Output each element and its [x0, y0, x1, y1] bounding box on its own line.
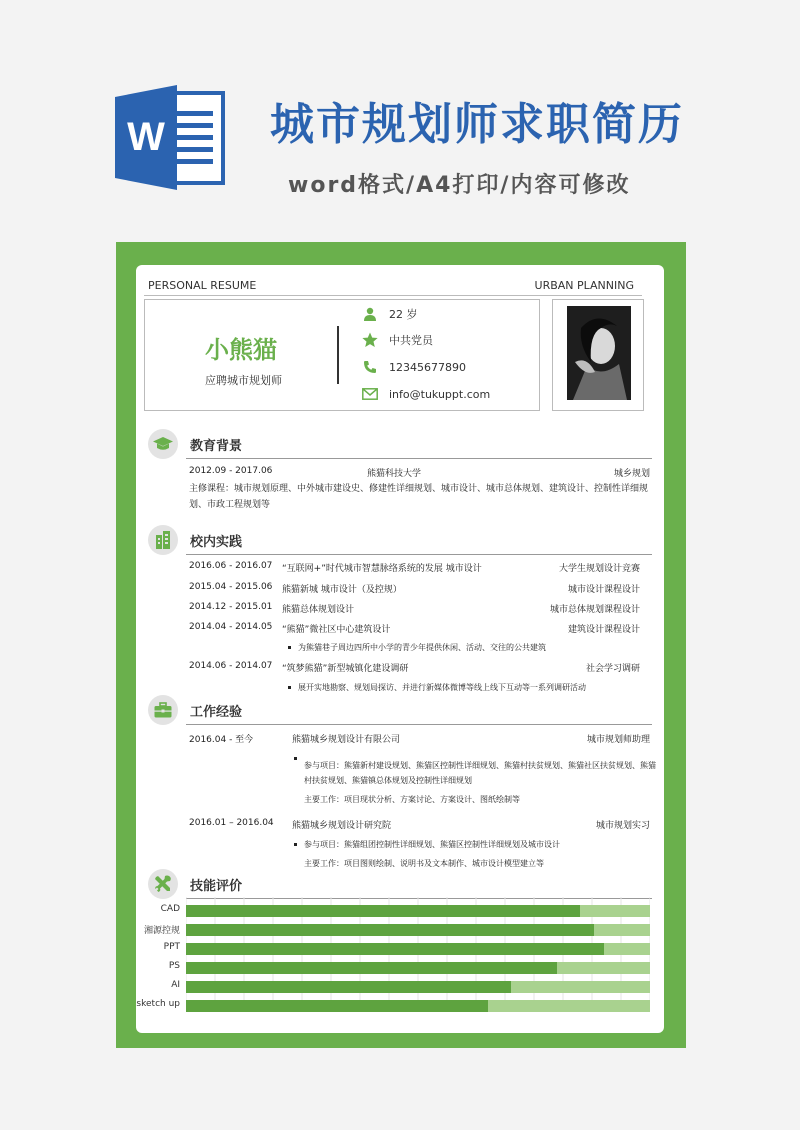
word-letter: W	[127, 115, 165, 159]
skill-bar-track	[186, 943, 650, 955]
info-phone	[361, 357, 466, 377]
party-text: 中共党员	[389, 334, 433, 347]
bullet-dot	[294, 757, 297, 760]
mail-icon	[361, 385, 379, 403]
education-school: 熊猫科技大学	[367, 469, 422, 479]
skill-bar-track	[186, 962, 650, 974]
skill-bar-fill	[186, 981, 511, 993]
campus-project: “筑梦熊猫”新型城镇化建设调研	[282, 664, 409, 674]
campus-type: 城市总体规划课程设计	[549, 605, 640, 615]
resume-top-right-label: URBAN PLANNING	[534, 279, 634, 292]
building-icon	[148, 525, 178, 555]
info-age	[361, 304, 418, 324]
work-company: 熊猫城乡规划设计研究院	[292, 821, 392, 831]
work-role: 城市规划师助理	[586, 735, 650, 745]
campus-period: 2014.06 - 2014.07	[189, 661, 273, 671]
work-role: 城市规划实习	[595, 821, 650, 831]
info-divider	[337, 326, 339, 384]
skill-bar-fill	[186, 924, 594, 936]
work-duties: 主要工作：项目现状分析、方案讨论、方案设计、图纸绘制等	[304, 795, 520, 804]
work-projects: 参与项目：熊猫新村建设规划、熊猫区控制性详细规划、熊猫村扶贫规划、熊猫社区扶贫规划、熊猫村扶贫规划、熊猫镇总体规划及控制性详细规划	[304, 761, 656, 785]
campus-project: “熊猫”微社区中心建筑设计	[282, 625, 391, 635]
campus-project: 熊猫新城 城市设计（及控规）	[282, 585, 402, 595]
skill-label: CAD	[160, 904, 180, 914]
campus-bullet: 为熊猫巷子周边四所中小学的青少年提供休闲、活动、交往的公共建筑	[298, 643, 546, 652]
campus-period: 2016.06 - 2016.07	[189, 561, 273, 571]
work-projects: 参与项目：熊猫组团控制性详细规划、熊猫区控制性详细规划及城市设计	[304, 840, 560, 849]
campus-period: 2015.04 - 2015.06	[189, 582, 273, 592]
education-period: 2012.09 - 2017.06	[189, 466, 273, 476]
briefcase-icon	[148, 695, 178, 725]
education-courses: 主修课程：城市规划原理、中外城市建设史、修建性详细规划、城市设计、城市总体规划、建筑设计、控制性详细规划、市政工程规划等	[189, 484, 649, 510]
work-company: 熊猫城乡规划设计有限公司	[292, 735, 401, 745]
age-text: 22 岁	[389, 308, 418, 321]
skill-bar-fill	[186, 905, 580, 917]
work-period: 2016.04 - 至今	[189, 735, 254, 745]
skill-bar-fill	[186, 1000, 488, 1012]
resume-top-left-label: PERSONAL RESUME	[148, 279, 257, 292]
phone-icon	[361, 358, 379, 376]
education-major: 城乡规划	[613, 469, 650, 479]
phone-text: 12345677890	[389, 360, 466, 374]
bullet-dot	[288, 646, 291, 649]
skill-label: PS	[168, 961, 180, 971]
work-period: 2016.01 – 2016.04	[189, 818, 274, 828]
campus-type: 城市设计课程设计	[567, 585, 640, 595]
section-skills-header	[146, 869, 652, 899]
skill-label: PPT	[163, 942, 180, 952]
work-duties: 主要工作：项目图则绘制、说明书及文本制作、城市设计模型建立等	[304, 859, 544, 868]
campus-bullet: 展开实地勘察、规划局探访、并进行新媒体微博等线上线下互动等一系列调研活动	[298, 683, 586, 692]
skill-bar-track	[186, 981, 650, 993]
email-text: info@tukuppt.com	[389, 387, 491, 401]
skill-bar-fill	[186, 943, 604, 955]
skill-bar-fill	[186, 962, 557, 974]
campus-type: 建筑设计课程设计	[567, 625, 640, 635]
campus-period: 2014.12 - 2015.01	[189, 602, 273, 612]
campus-project: 熊猫总体规划设计	[282, 605, 355, 615]
campus-type: 大学生规划设计竞赛	[558, 564, 640, 574]
section-work-header	[146, 695, 652, 725]
person-icon	[361, 305, 379, 323]
graduation-cap-icon	[148, 429, 178, 459]
education-title: 教育背景	[190, 439, 243, 454]
work-title: 工作经验	[190, 705, 243, 720]
personal-info-box	[144, 299, 540, 411]
section-education-header	[146, 429, 652, 459]
word-document-icon	[115, 85, 227, 190]
skill-bar-track	[186, 1000, 650, 1012]
skill-bar-track	[186, 924, 650, 936]
skill-label: 湘源控规	[143, 926, 180, 936]
info-email	[361, 384, 490, 404]
skill-label: AI	[171, 980, 180, 990]
skill-bar-track	[186, 905, 650, 917]
campus-type: 社会学习调研	[585, 664, 640, 674]
skill-label: sketch up	[136, 999, 180, 1009]
applying-position: 应聘城市规划师	[205, 374, 282, 387]
campus-title: 校内实践	[190, 535, 243, 550]
candidate-name: 小熊猫	[205, 336, 277, 364]
star-icon	[361, 331, 379, 349]
photo-frame	[552, 299, 644, 411]
campus-project: “互联网+”时代城市智慧脉络系统的发展 城市设计	[282, 564, 482, 574]
page-title: 城市规划师求职简历	[270, 99, 684, 150]
profile-photo	[567, 306, 631, 400]
bullet-dot	[294, 843, 297, 846]
info-party	[361, 330, 433, 350]
bullet-dot	[288, 686, 291, 689]
page-subtitle: word格式/A4打印/内容可修改	[288, 173, 631, 198]
section-campus-header	[146, 525, 652, 555]
campus-period: 2014.04 - 2014.05	[189, 622, 273, 632]
tools-icon	[148, 869, 178, 899]
resume-paper	[136, 265, 664, 1033]
skills-title: 技能评价	[190, 879, 243, 894]
top-divider	[144, 295, 642, 296]
